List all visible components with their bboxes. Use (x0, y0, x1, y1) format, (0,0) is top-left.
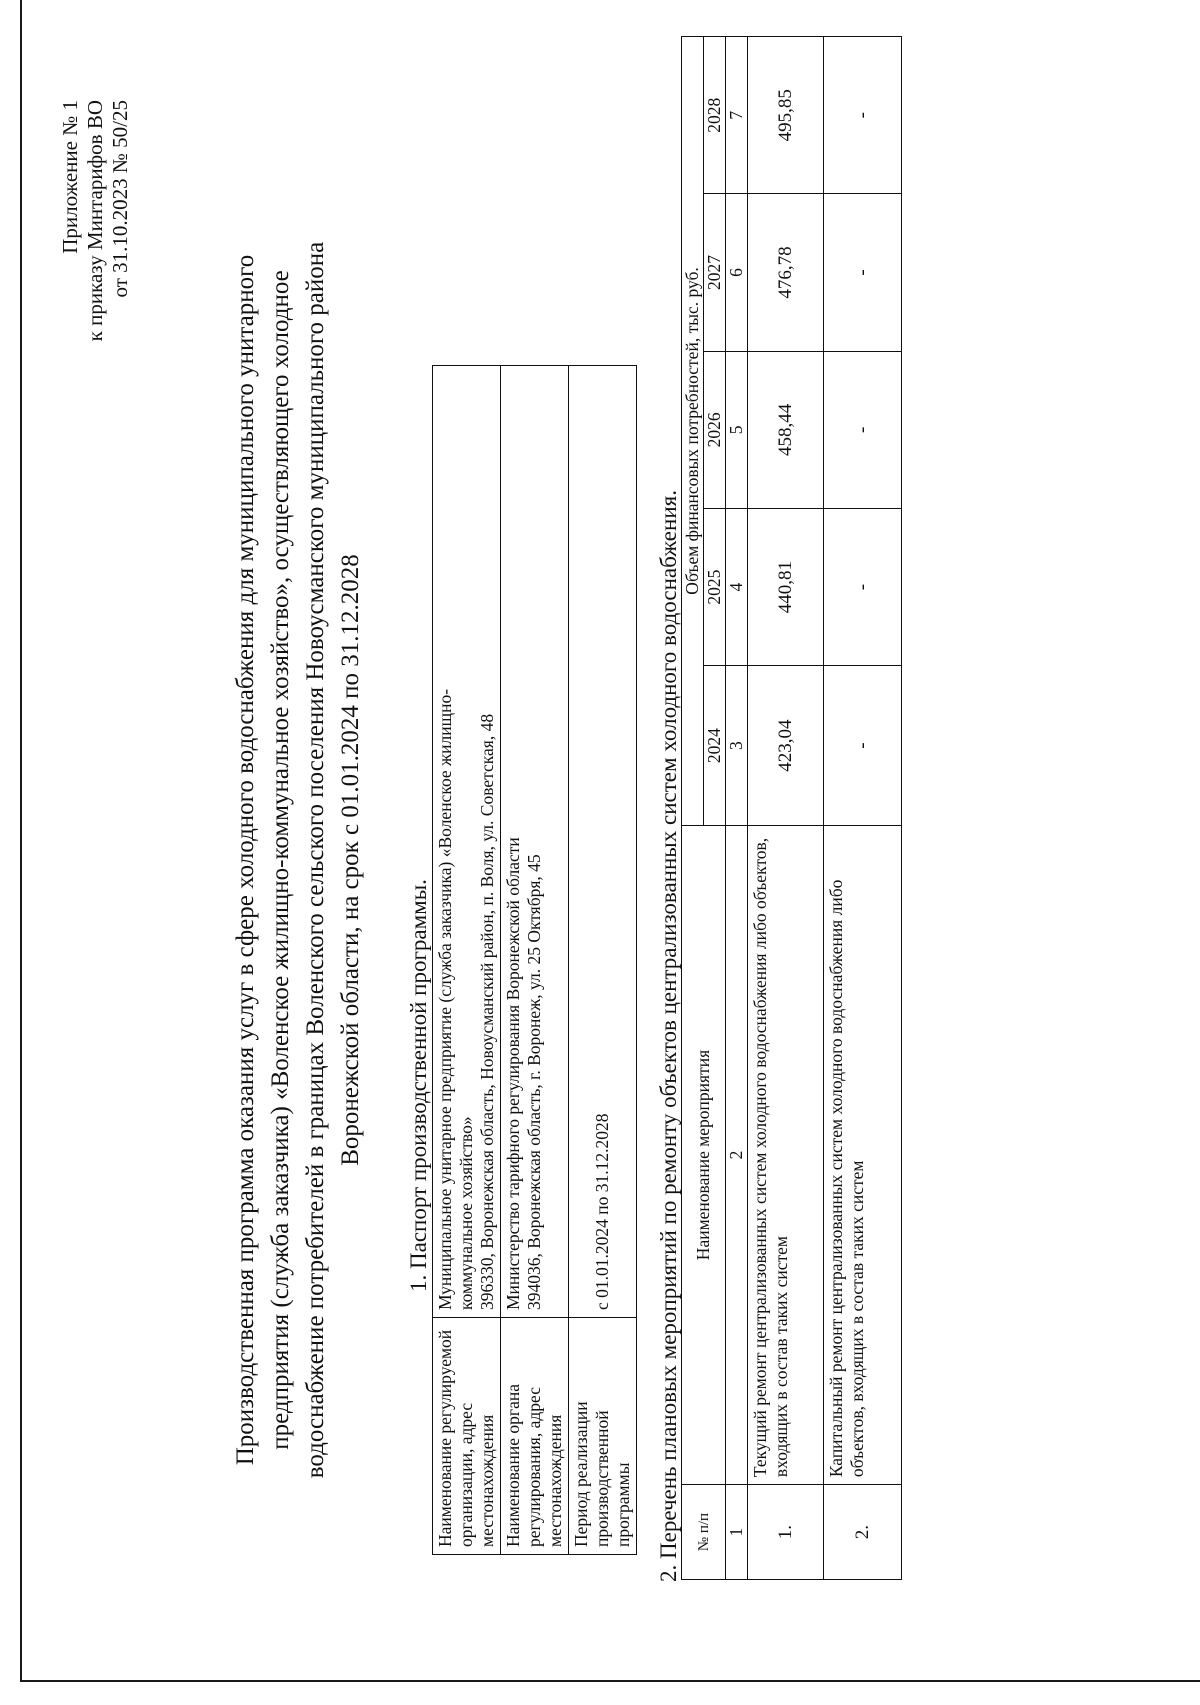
title-line-3: водоснабжение потребителей в границах Воленского сельского поселения Новоусманского муниципального района (302, 241, 329, 1479)
plan-table (681, 36, 902, 1580)
col-number: 1 (726, 1485, 748, 1580)
passport-value-line: 394036, Воронежская область, г. Воронеж, ул. 25 Октября, 45 (524, 854, 544, 1310)
year-header: 2025 (704, 508, 726, 665)
passport-label: Период реализации производственной программы (569, 1318, 637, 1555)
row-value: - (824, 37, 902, 194)
year-header: 2028 (704, 37, 726, 194)
row-name: Капитальный ремонт централизованных систем холодного водоснабжения либо объектов, входящих в состав таких систем (824, 825, 902, 1484)
row-value: - (824, 194, 902, 351)
passport-value-line: Муниципальное унитарное предприятие (служба заказчика) «Воленское жилищно- (435, 688, 455, 1310)
col-number: 2 (726, 825, 748, 1484)
passport-label: Наименование регулируемой организации, адрес местонахождения (433, 1318, 501, 1555)
col-number: 7 (726, 37, 748, 194)
header-num: № п/п (682, 1485, 726, 1580)
title-line-1: Производственная программа оказания услуг в сфере холодного водоснабжения для муниципального унитарного (232, 254, 259, 1466)
passport-table (432, 365, 637, 1555)
passport-value-line: коммунальное хозяйство» (456, 1116, 476, 1310)
passport-value (569, 366, 637, 1318)
plan-header-row (682, 37, 704, 1580)
row-num: 2. (824, 1485, 902, 1580)
plan-heading: 2. Перечень плановых мероприятий по ремонту объектов централизованных систем холодного водоснабжения. (656, 490, 681, 1582)
passport-value-line: с 01.01.2024 по 31.12.2028 (592, 1113, 612, 1310)
title-line-4: Воронежской области, на срок с 01.01.2024 по 31.12.2028 (337, 554, 364, 1166)
header-volume: Объем финансовых потребностей, тыс. руб. (682, 37, 704, 826)
row-value: - (824, 666, 902, 826)
passport-value (433, 366, 501, 1318)
col-number: 5 (726, 351, 748, 508)
year-header: 2024 (704, 666, 726, 826)
passport-row-organization (433, 366, 501, 1555)
appendix-note (58, 100, 133, 341)
passport-row-period (569, 366, 637, 1555)
row-value: 440,81 (748, 508, 824, 665)
passport-heading: 1. Паспорт производственной программы. (406, 879, 431, 1292)
row-value: 476,78 (748, 194, 824, 351)
appendix-line-2: к приказу Минтарифов ВО (83, 100, 107, 342)
header-name: Наименование мероприятия (682, 825, 726, 1484)
row-value: - (824, 351, 902, 508)
col-number: 3 (726, 666, 748, 826)
row-num: 1. (748, 1485, 824, 1580)
document-title (228, 140, 368, 1580)
title-line-2: предприятия (служба заказчика) «Воленское жилищно-коммунальное хозяйство», осуществляющего холодное (267, 270, 294, 1450)
col-number: 6 (726, 194, 748, 351)
row-name: Текущий ремонт централизованных систем холодного водоснабжения либо объектов, входящих в состав таких систем (748, 825, 824, 1484)
row-value: 495,85 (748, 37, 824, 194)
row-value: - (824, 508, 902, 665)
plan-colnum-row (726, 37, 748, 1580)
passport-label: Наименование органа регулирования, адрес местонахождения (501, 1318, 569, 1555)
col-number: 4 (726, 508, 748, 665)
passport-row-regulator (501, 366, 569, 1555)
year-header: 2027 (704, 194, 726, 351)
row-value: 423,04 (748, 666, 824, 826)
table-row (748, 37, 824, 1580)
rotated-document-page (50, 60, 1180, 1650)
appendix-line-1: Приложение № 1 (58, 100, 82, 254)
passport-value-line: Министерство тарифного регулирования Воронежской области (503, 837, 523, 1310)
passport-value (501, 366, 569, 1318)
row-value: 458,44 (748, 351, 824, 508)
table-row (824, 37, 902, 1580)
appendix-line-3: от 31.10.2023 № 50/25 (108, 100, 132, 298)
year-header: 2026 (704, 351, 726, 508)
passport-value-line: 396330, Воронежская область, Новоусманский район, п. Воля, ул. Советская, 48 (477, 713, 497, 1310)
